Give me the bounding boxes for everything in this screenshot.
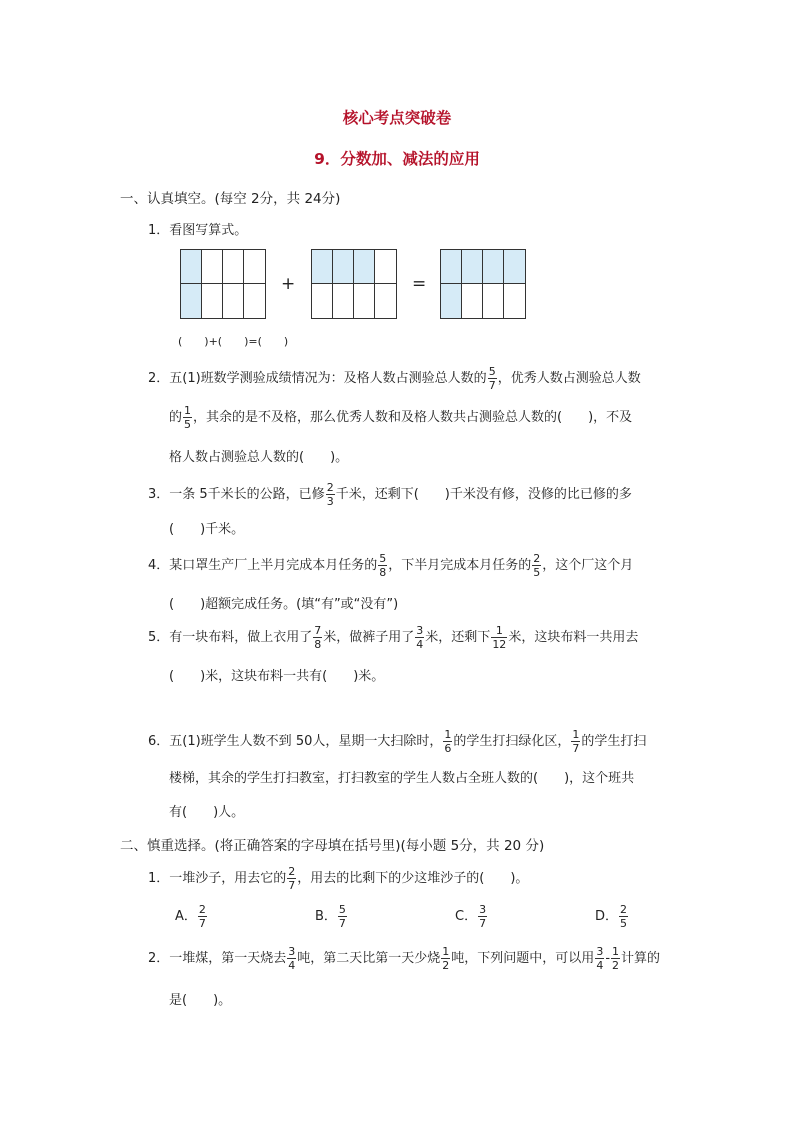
grid-cell-shaded <box>504 250 525 284</box>
option-d[interactable] <box>595 904 629 929</box>
grid-cell <box>244 250 265 284</box>
fraction: $\frac{2}{7}$ <box>198 903 206 930</box>
fraction: $\frac{2}{5}$ <box>533 552 541 579</box>
option-label: A． <box>175 909 197 924</box>
fraction: $\frac{2}{5}$ <box>620 903 628 930</box>
page-subtitle: 9．分数加、减法的应用 <box>314 150 480 168</box>
q2-text-1: 2．五(1)班数学测验成绩情况为：及格人数占测验总人数的 <box>148 371 487 386</box>
plus-sign: + <box>281 274 296 294</box>
s2-q2-text-4: 计算的 <box>621 951 661 966</box>
fraction: $\frac{1}{12}$ <box>492 624 507 651</box>
grid-cell-shaded <box>462 250 483 284</box>
fraction: $\frac{1}{2}$ <box>612 945 620 972</box>
grid-cell-shaded <box>181 284 202 318</box>
q4-line1 <box>148 553 633 578</box>
fraction: $\frac{7}{8}$ <box>314 624 322 651</box>
q5-text-1: 5．有一块布料，做上衣用了 <box>148 630 313 645</box>
fraction-grid-3 <box>440 249 526 319</box>
q2-text-3: 的 <box>169 410 183 425</box>
q4-text-2: ，下半月完成本月任务的 <box>388 558 532 573</box>
fraction: $\frac{5}{8}$ <box>379 552 387 579</box>
q4-text-3: ，这个厂这个月 <box>542 558 634 573</box>
q5-text-3: 米，还剩下 <box>425 630 491 645</box>
q5-line2: ( )米，这块布料一共有( )米。 <box>169 669 385 684</box>
q4-text-1: 4．某口罩生产厂上半月完成本月任务的 <box>148 558 378 573</box>
q6-line2: 楼梯，其余的学生打扫教室，打扫教室的学生人数占全班人数的( )，这个班共 <box>169 771 635 786</box>
q2-text-2: ，优秀人数占测验总人数 <box>497 371 641 386</box>
grid-cell-shaded <box>181 250 202 284</box>
fraction: $\frac{3}{4}$ <box>416 624 424 651</box>
q1-answer-line: ( )+( )=( ) <box>178 335 289 348</box>
q2-line2 <box>169 405 632 430</box>
option-label: C． <box>455 909 478 924</box>
q6-text-1: 6．五(1)班学生人数不到 50人，星期一大扫除时， <box>148 734 443 749</box>
fraction: $\frac{1}{7}$ <box>572 728 580 755</box>
grid-cell-shaded <box>441 250 462 284</box>
s2-q1-text-1: 1．一堆沙子，用去它的 <box>148 871 287 886</box>
grid-cell <box>312 284 333 318</box>
s2-q2-line1 <box>148 946 660 971</box>
fraction: $\frac{2}{7}$ <box>288 865 296 892</box>
grid-cell <box>375 250 396 284</box>
grid-cell <box>244 284 265 318</box>
grid-cell <box>354 284 375 318</box>
s2-q2-text-3: 吨，下列问题中，可以用 <box>451 951 595 966</box>
fraction: $\frac{3}{4}$ <box>596 945 604 972</box>
s2-q2-text-1: 2．一堆煤，第一天烧去 <box>148 951 287 966</box>
grid-cell <box>223 250 244 284</box>
fraction: $\frac{1}{6}$ <box>444 728 452 755</box>
option-a[interactable] <box>175 904 208 929</box>
section1-header: 一、认真填空。(每空 2分，共 24分) <box>120 191 341 207</box>
q6-line1 <box>148 729 646 754</box>
grid-cell-shaded <box>483 250 504 284</box>
s2-q1-text-2: ，用去的比剩下的少这堆沙子的( )。 <box>297 871 529 886</box>
grid-cell <box>504 284 525 318</box>
option-c[interactable] <box>455 904 488 929</box>
fraction: $\frac{1}{5}$ <box>184 404 192 431</box>
grid-cell <box>202 284 223 318</box>
q1-text: 1．看图写算式。 <box>148 223 248 238</box>
q2-line3: 格人数占测验总人数的( )。 <box>169 450 349 465</box>
q3-text-2: 千米，还剩下( )千米没有修，没修的比已修的多 <box>335 487 632 502</box>
q5-line1 <box>148 625 638 650</box>
s2-q2-text-2: 吨，第二天比第一天少烧 <box>297 951 441 966</box>
q3-line2: ( )千米。 <box>169 522 245 537</box>
q3-text-1: 3．一条 5千米长的公路，已修 <box>148 487 325 502</box>
grid-cell <box>483 284 504 318</box>
q6-line3: 有( )人。 <box>169 805 245 820</box>
grid-cell <box>375 284 396 318</box>
grid-cell-shaded <box>333 250 354 284</box>
grid-cell-shaded <box>441 284 462 318</box>
q4-line2: ( )超额完成任务。(填“有”或“没有”) <box>169 597 399 612</box>
s2-q1-line1 <box>148 866 528 891</box>
fraction: $\frac{3}{4}$ <box>288 945 296 972</box>
fraction: $\frac{5}{7}$ <box>488 365 496 392</box>
fraction: $\frac{1}{2}$ <box>442 945 450 972</box>
grid-cell-shaded <box>312 250 333 284</box>
q6-text-2: 的学生打扫绿化区， <box>453 734 571 749</box>
grid-cell-shaded <box>354 250 375 284</box>
q3-line1 <box>148 482 632 507</box>
option-label: D． <box>595 909 619 924</box>
fraction: $\frac{2}{3}$ <box>326 481 334 508</box>
fraction-grid-2 <box>311 249 397 319</box>
q2-text-4: ，其余的是不及格，那么优秀人数和及格人数共占测验总人数的( )，不及 <box>193 410 633 425</box>
section2-header: 二、慎重选择。(将正确答案的字母填在括号里)(每小题 5分，共 20 分) <box>120 838 545 854</box>
option-label: B． <box>315 909 337 924</box>
equals-sign: = <box>412 274 427 294</box>
option-b[interactable] <box>315 904 348 929</box>
fraction: $\frac{3}{7}$ <box>479 903 487 930</box>
s2-q2-line2: 是( )。 <box>169 993 232 1008</box>
q5-text-4: 米，这块布料一共用去 <box>508 630 639 645</box>
grid-cell <box>202 250 223 284</box>
grid-cell <box>462 284 483 318</box>
grid-cell <box>333 284 354 318</box>
grid-cell <box>223 284 244 318</box>
fraction: $\frac{5}{7}$ <box>338 903 346 930</box>
q5-text-2: 米，做裤子用了 <box>323 630 415 645</box>
fraction-grid-1 <box>180 249 266 319</box>
q6-text-3: 的学生打扫 <box>581 734 647 749</box>
q2-line1 <box>148 366 641 391</box>
minus-sign: - <box>605 951 611 966</box>
page-title: 核心考点突破卷 <box>342 109 452 127</box>
